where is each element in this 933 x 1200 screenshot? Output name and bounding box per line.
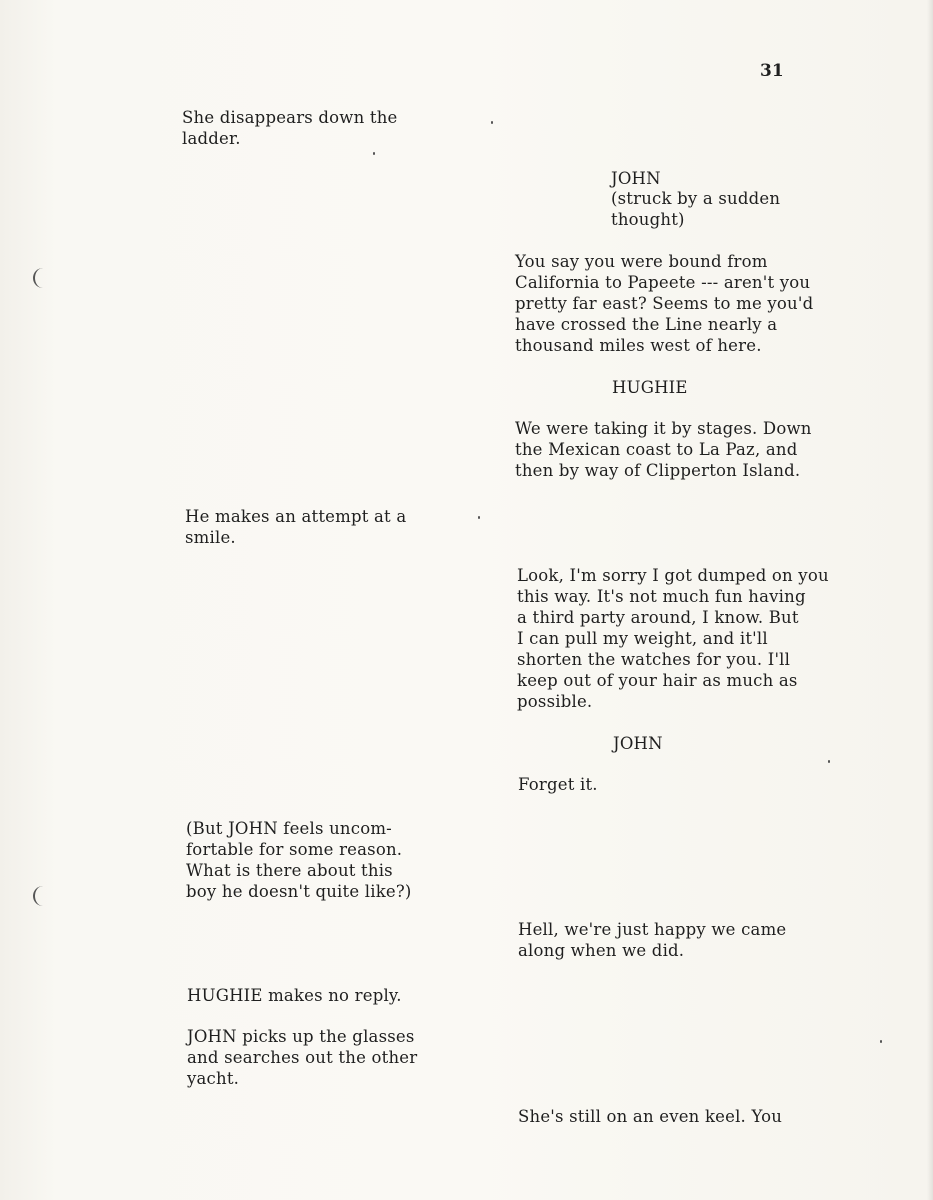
paper-speck: [491, 121, 493, 124]
character-name: JOHN: [611, 169, 661, 188]
dialogue-line: Forget it.: [518, 775, 598, 794]
parenthetical: (struck by a sudden thought): [611, 189, 781, 229]
action-text: HUGHIE makes no reply.: [187, 986, 402, 1005]
character-name: JOHN: [613, 734, 663, 753]
action-text: JOHN picks up the glasses and searches out the other yacht.: [187, 1027, 418, 1088]
action-text: She disappears down the ladder.: [182, 108, 398, 148]
paper-speck: [828, 760, 830, 763]
dialogue-line: You say you were bound from California to Papeete --- aren't you pretty far east? Seems to me you'd have crossed the Line nearly a thousand miles west of here.: [515, 252, 814, 355]
paper-speck: [478, 516, 480, 519]
paper-speck: [880, 1040, 882, 1043]
page-number: 31: [760, 61, 784, 81]
binder-hole-mark: [33, 268, 45, 288]
dialogue-line: She's still on an even keel. You: [518, 1107, 783, 1126]
paper-speck: [373, 152, 375, 155]
character-name: HUGHIE: [612, 378, 688, 397]
dialogue-line: Hell, we're just happy we came along when we did.: [518, 920, 787, 960]
page-edge-shadow: [927, 0, 933, 1200]
action-text: He makes an attempt at a smile.: [185, 507, 407, 547]
dialogue-line: We were taking it by stages. Down the Mexican coast to La Paz, and then by way of Clipperton Island.: [515, 419, 812, 480]
binder-hole-mark: [33, 886, 45, 906]
dialogue-line: Look, I'm sorry I got dumped on you this way. It's not much fun having a third party around, I know. But I can pull my weight, and it'll shorten the watches for you. I'll keep out of your hair as much as possible.: [517, 566, 829, 711]
action-text: (But JOHN feels uncom- fortable for some reason. What is there about this boy he doesn't quite like?): [186, 819, 412, 901]
